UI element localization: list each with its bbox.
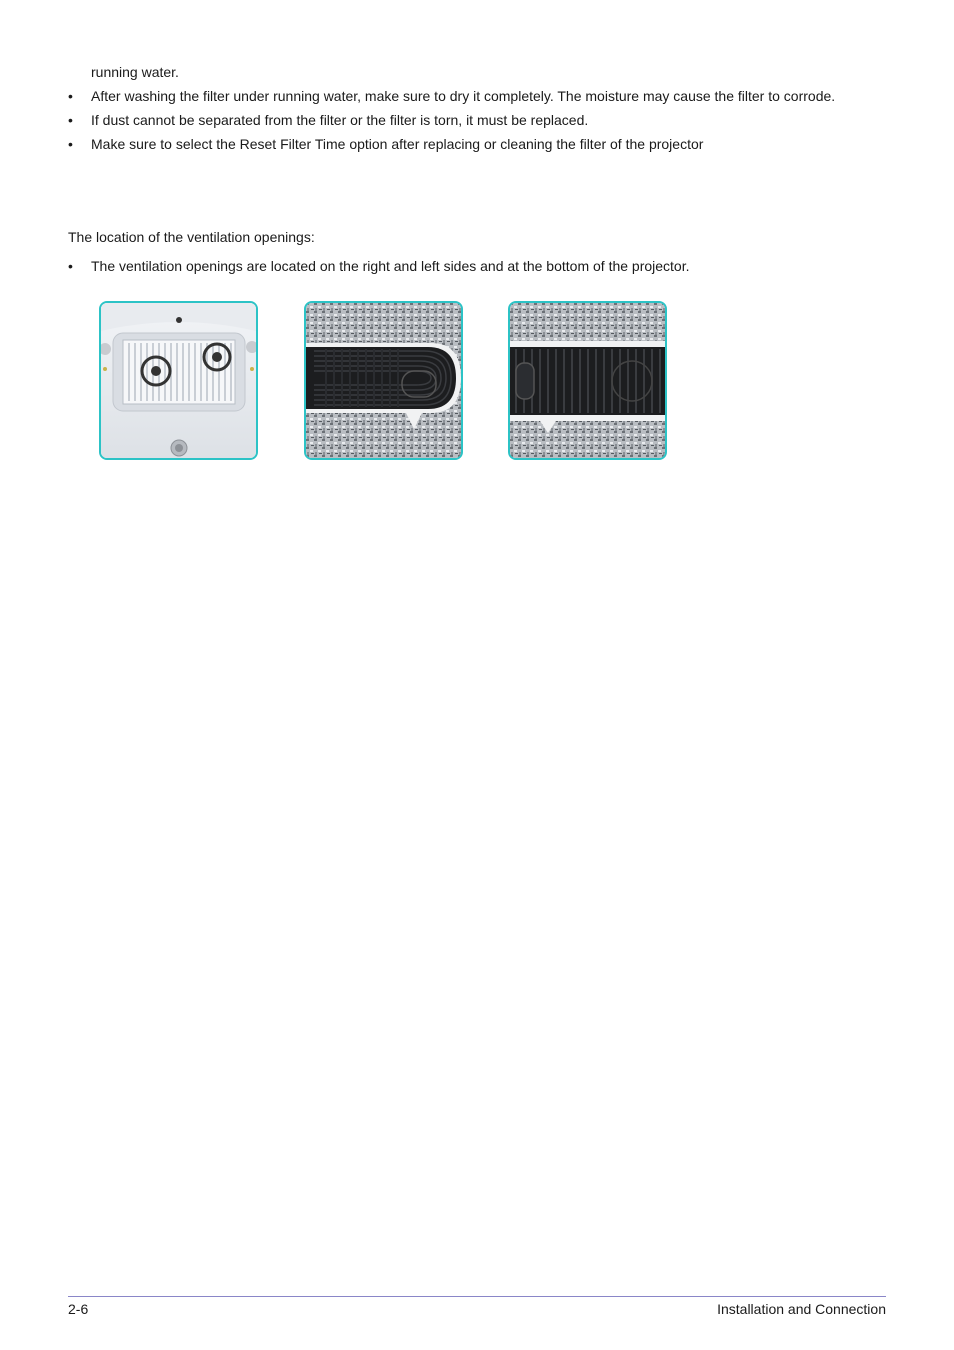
bullet-marker: •: [68, 112, 73, 128]
photo-right-side-vents: [508, 301, 667, 460]
footer-section-title: Installation and Connection: [717, 1301, 886, 1317]
footer-rule: [68, 1296, 886, 1297]
bullet-marker: •: [68, 88, 73, 104]
ventilation-intro: The location of the ventilation openings:: [68, 229, 315, 245]
bullet-marker: •: [68, 258, 73, 274]
bullet-item: Make sure to select the Reset Filter Time option after replacing or cleaning the filter of the projector: [91, 136, 704, 152]
photo-bottom-vents: [99, 301, 258, 460]
bullet-item: If dust cannot be separated from the filter or the filter is torn, it must be replaced.: [91, 112, 589, 128]
bullet-item: After washing the filter under running water, make sure to dry it completely. The moisture may cause the filter to corrode.: [91, 88, 836, 104]
photo-left-side-vents: [304, 301, 463, 460]
bullet-marker: •: [68, 136, 73, 152]
continuation-text: running water.: [91, 64, 179, 80]
ventilation-bullet: The ventilation openings are located on the right and left sides and at the bottom of the projector.: [91, 258, 690, 274]
footer-page-number: 2-6: [68, 1301, 89, 1317]
